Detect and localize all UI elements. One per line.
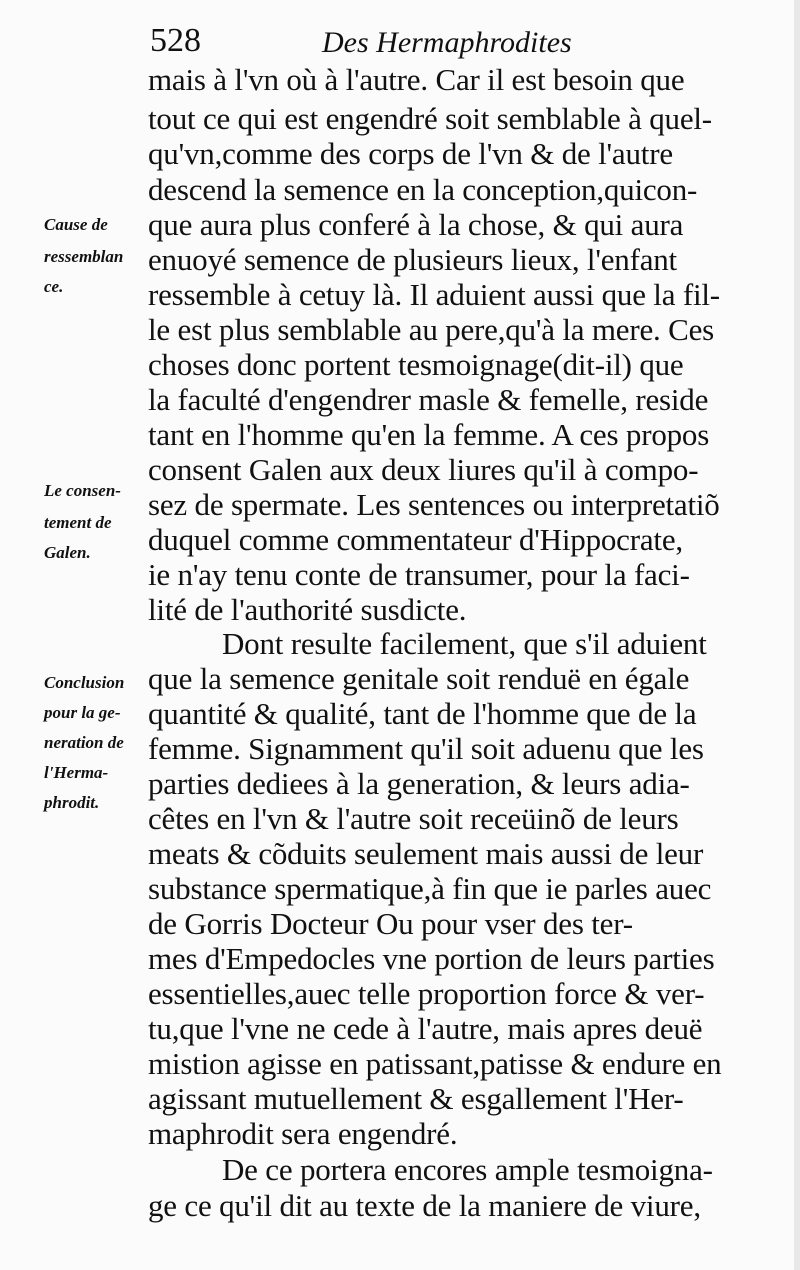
margin-note-line: l'Herma- xyxy=(44,763,109,782)
text-line: que la semence genitale soit renduë en égale xyxy=(148,661,690,696)
text-line: qu'vn,comme des corps de l'vn & de l'autre xyxy=(148,136,673,171)
text-line: tout ce qui est engendré soit semblable à quel- xyxy=(148,101,712,136)
text-line: maphrodit sera engendré. xyxy=(148,1116,458,1151)
text-line: lité de l'authorité susdicte. xyxy=(148,592,467,627)
text-line: ressemble à cetuy là. Il aduient aussi que la fil- xyxy=(148,277,720,312)
text-line: substance spermatique,à fin que ie parles auec xyxy=(148,871,712,906)
margin-note-line: neration de xyxy=(44,733,124,752)
margin-note-line: pour la ge- xyxy=(44,703,121,722)
margin-note-line: Conclusion xyxy=(44,673,125,692)
margin-note-line: ressemblan xyxy=(44,247,124,266)
text-line: de Gorris Docteur Ou pour vser des ter- xyxy=(148,906,633,941)
margin-note-line: tement de xyxy=(44,513,112,532)
text-line: duquel comme commentateur d'Hippocrate, xyxy=(148,522,683,557)
margin-note-line: ce. xyxy=(44,277,64,296)
text-line: essentielles,auec telle proportion force & ver- xyxy=(148,976,705,1011)
text-line: femme. Signamment qu'il soit aduenu que les xyxy=(148,731,704,766)
text-line: mais à l'vn où à l'autre. Car il est besoin que xyxy=(148,62,685,97)
running-title: Des Hermaphrodites xyxy=(322,26,572,59)
text-line: cêtes en l'vn & l'autre soit receüinõ de leurs xyxy=(148,801,679,836)
text-line: quantité & qualité, tant de l'homme que de la xyxy=(148,696,697,731)
text-line: la faculté d'engendrer masle & femelle, reside xyxy=(148,382,709,417)
text-line: descend la semence en la conception,quicon- xyxy=(148,172,698,207)
text-line: parties dediees à la generation, & leurs adia- xyxy=(148,766,690,801)
text-line: que aura plus conferé à la chose, & qui aura xyxy=(148,207,684,242)
text-line: ie n'ay tenu conte de transumer, pour la faci- xyxy=(148,557,690,592)
margin-note-line: Galen. xyxy=(44,543,91,562)
margin-note-line: phrodit. xyxy=(44,793,100,812)
text-line: tu,que l'vne ne cede à l'autre, mais apres deuë xyxy=(148,1011,703,1046)
margin-note-line: Cause de xyxy=(44,215,108,234)
page-edge xyxy=(794,0,800,1270)
page-number: 528 xyxy=(150,22,201,59)
text-line: sez de spermate. Les sentences ou interpretatiõ xyxy=(148,487,720,522)
text-line: tant en l'homme qu'en la femme. A ces propos xyxy=(148,417,710,452)
text-line: mistion agisse en patissant,patisse & endure en xyxy=(148,1046,722,1081)
text-line: ge ce qu'il dit au texte de la maniere de viure, xyxy=(148,1188,701,1223)
text-line: mes d'Empedocles vne portion de leurs parties xyxy=(148,941,715,976)
text-line: agissant mutuellement & esgallement l'Her- xyxy=(148,1081,684,1116)
text-line: consent Galen aux deux liures qu'il à compo- xyxy=(148,452,699,487)
text-line: Dont resulte facilement, que s'il aduient xyxy=(222,626,707,661)
text-line: choses donc portent tesmoignage(dit-il) que xyxy=(148,347,684,382)
margin-note-line: Le consen- xyxy=(44,481,121,500)
text-line: meats & cõduits seulement mais aussi de leur xyxy=(148,836,704,871)
text-line: De ce portera encores ample tesmoigna- xyxy=(222,1152,713,1187)
text-line: enuoyé semence de plusieurs lieux, l'enfant xyxy=(148,242,677,277)
text-line: le est plus semblable au pere,qu'à la mere. Ces xyxy=(148,312,715,347)
